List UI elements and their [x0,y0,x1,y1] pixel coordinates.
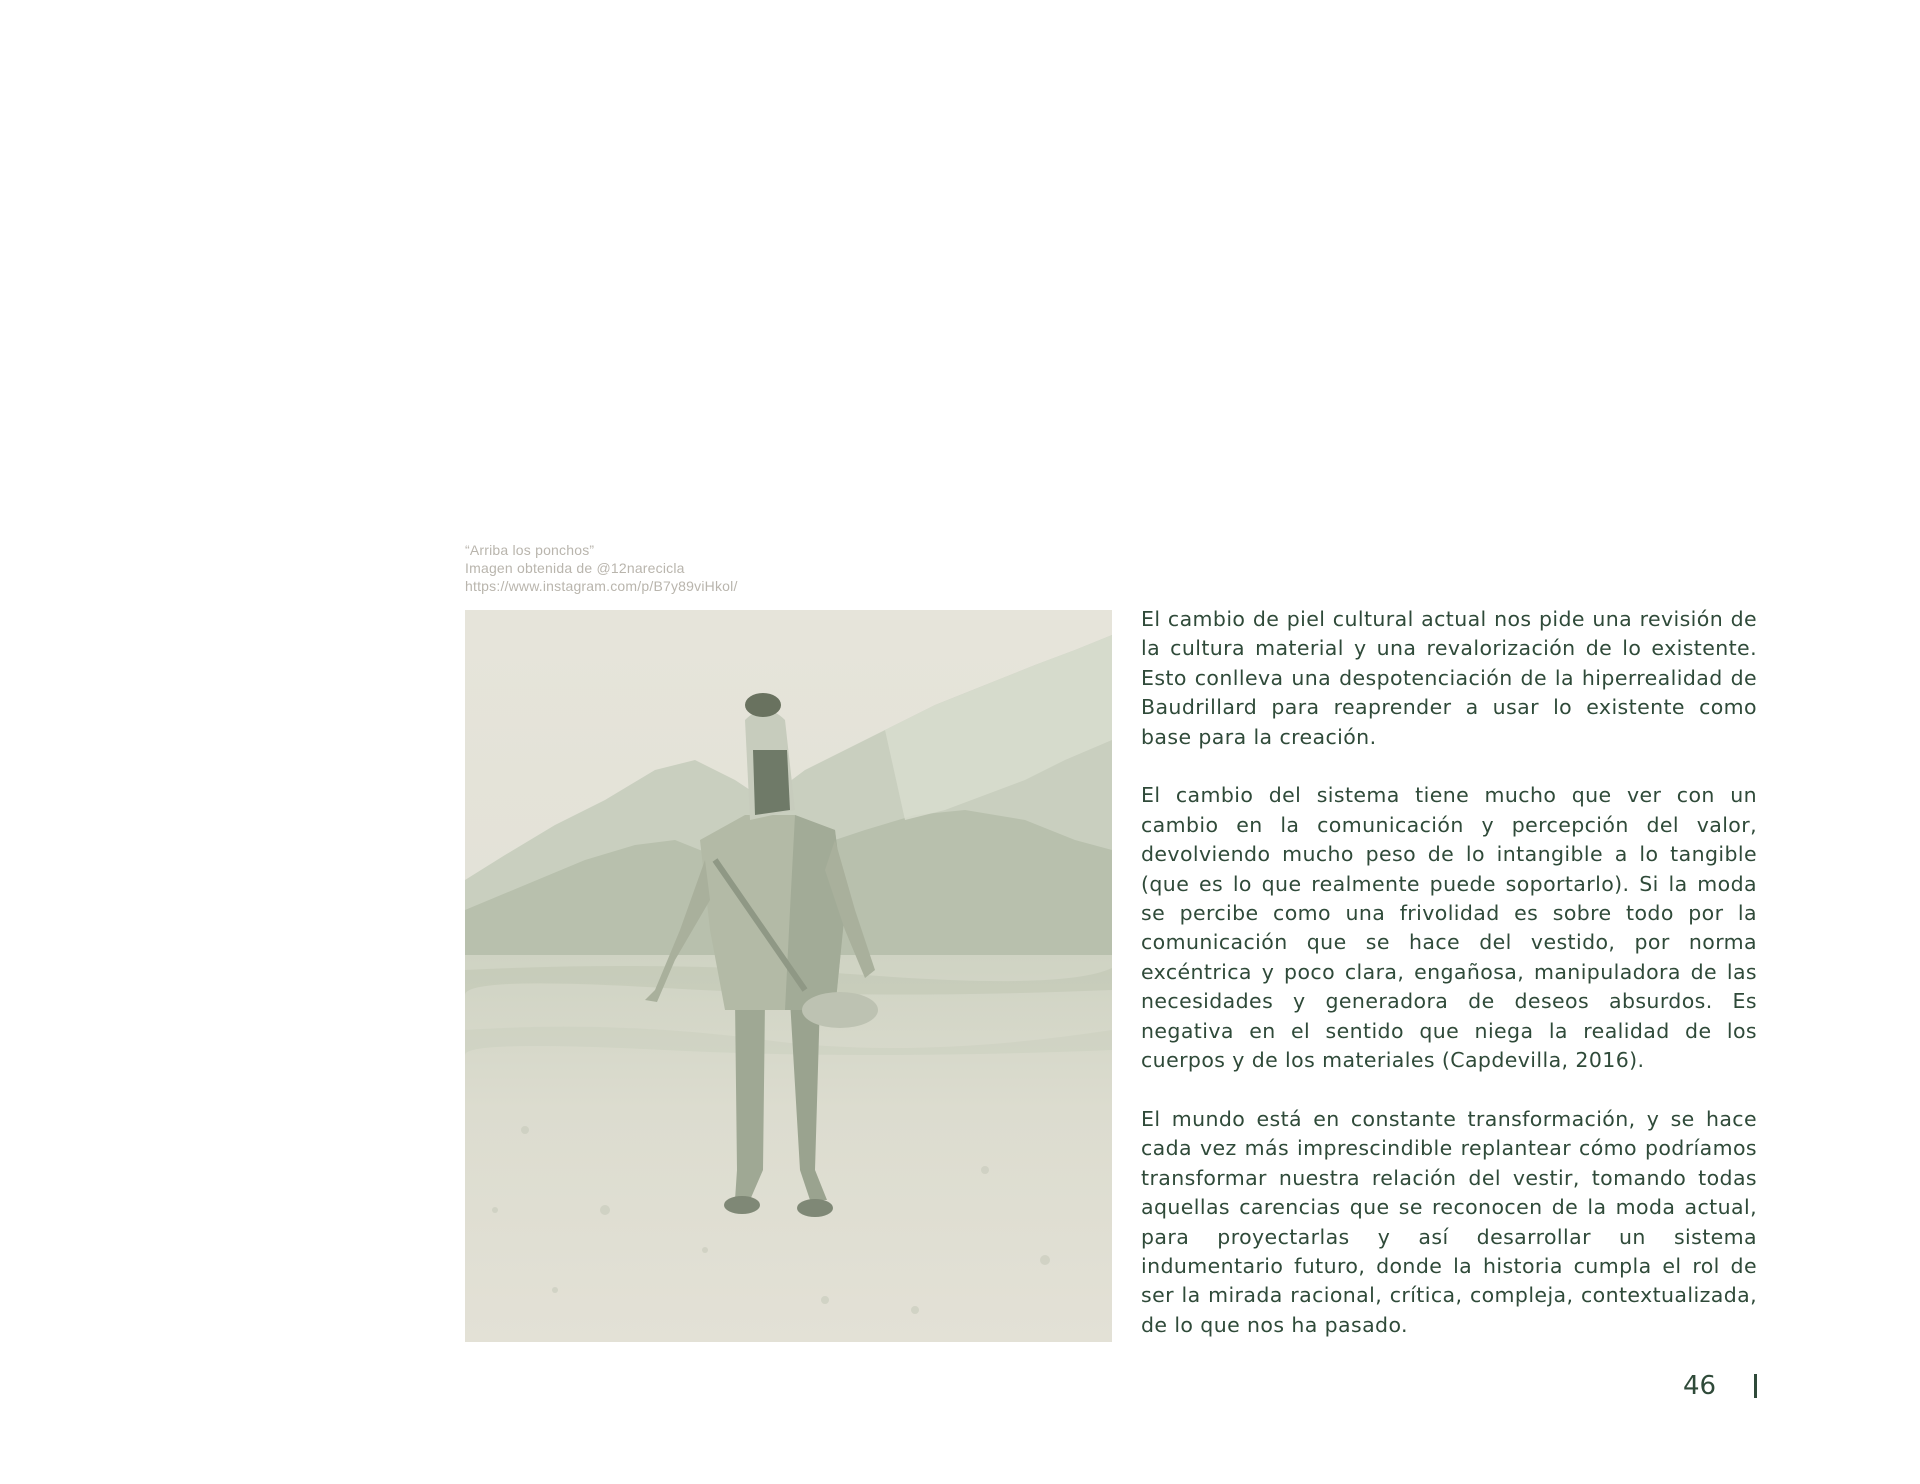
photo [465,610,1112,1342]
page-divider [1754,1374,1757,1398]
photo-illustration [465,610,1112,1342]
image-caption [465,541,1105,595]
body-text [1141,605,1757,1340]
caption-url: https://www.instagram.com/p/B7y89viHkol/ [465,578,738,594]
caption-source: Imagen obtenida de @12narecicla [465,560,685,576]
paragraph-2: El cambio del sistema tiene mucho que ver con un cambio en la comunicación y percepción del valor, devolviendo mucho peso de lo intangible a lo tangible (que es lo que realmente puede soportarlo). Si la moda se percibe como una frivolidad es sobre todo por la comunicación que se hace del vestido, por norma excéntrica y poco clara, engañosa, manipuladora de las necesidades y generadora de deseos absurdos. Es negativa en el sentido que niega la realidad de los cuerpos y de los materiales (Capdevilla, 2016). [1141,783,1757,1073]
page-number: 46 [1683,1371,1717,1401]
paragraph-3: El mundo está en constante transformación, y se hace cada vez más imprescindible replantear cómo podríamos transformar nuestra relación del vestir, tomando todas aquellas carencias que se reconocen de la moda actual, para proyectarlas y así desarrollar un sistema indumentario futuro, donde la historia cumpla el rol de ser la mirada racional, crítica, compleja, contextualizada, de lo que nos ha pasado. [1141,1106,1757,1337]
caption-title: “Arriba los ponchos” [465,542,595,558]
paragraph-1: El cambio de piel cultural actual nos pide una revisión de la cultura material y una revalorización de lo existente. Esto conlleva una despotenciación de la hiperrealidad de Baudrillard para reaprender a usar lo existente como base para la creación. [1141,607,1757,749]
